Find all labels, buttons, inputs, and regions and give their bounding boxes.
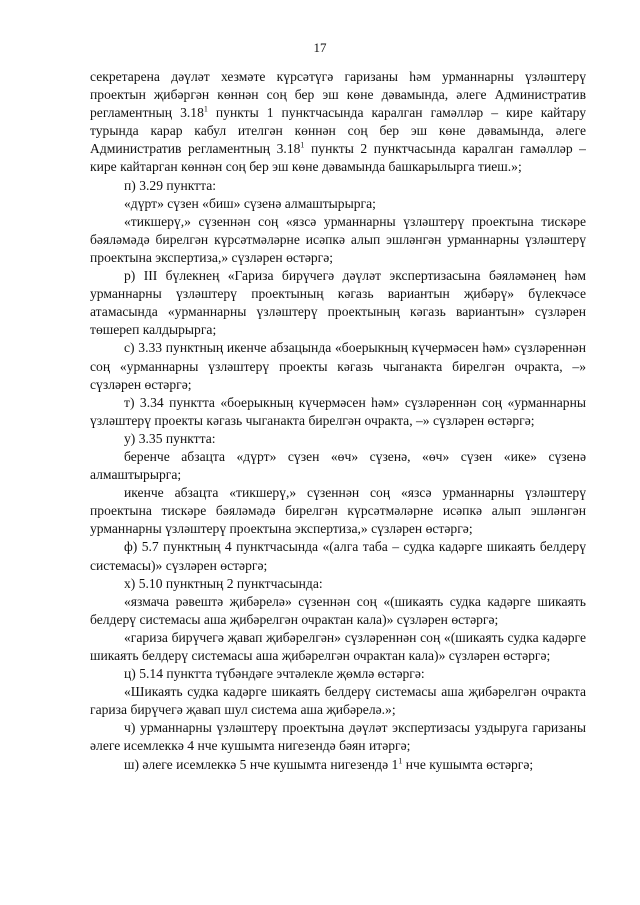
paragraph (90, 719, 586, 755)
paragraph-text: «язмача рәвештә җибәрелә» сүзеннән соң «(шикаять судка кадәрге шикаять белдерү системасы аша җибәрелгән очрактан кала)» сүзләрен өстәргә; (90, 593, 586, 627)
paragraph (90, 629, 586, 665)
paragraph (90, 683, 586, 719)
paragraph-text: «дүрт» сүзен «биш» сүзенә алмаштырырга; (124, 195, 376, 211)
paragraph (90, 195, 586, 213)
paragraph (90, 484, 586, 538)
paragraph-text: т) 3.34 пунктта «боерыкның күчермәсен һәм» сүзләреннән соң «урманнарны үзләштерү проекты кәгазь чыганакта бирелгән очракта, –» сүзләрен өстәргә; (90, 394, 586, 428)
paragraph (90, 756, 586, 774)
paragraph (90, 448, 586, 484)
paragraph-text: ф) 5.7 пунктның 4 пунктчасында «(алга таба – судка кадәрге шикаять белдерү системасы)» сүзләрен өстәргә; (90, 539, 586, 573)
paragraph-text: «тикшерү,» сүзеннән соң «язсә урманнарны үзләштерү проектына тискәре бәяләмәдә бирелгән күрсәтмәләрне исәпкә алып эшләнгән урманнарны үзләштерү проектына экспертиза,» сүзләрен өстәргә; (90, 213, 586, 265)
paragraph (90, 665, 586, 683)
superscript: 1 (203, 104, 208, 114)
page-number: 17 (313, 40, 327, 55)
paragraph-text: пункты 2 пунктчасында каралган гамәлләр – кире кайтарган көннән соң бер эш көне дәвамында башкарылырга тиеш.»; (90, 141, 586, 175)
paragraph-text: х) 5.10 пунктның 2 пунктчасында: (124, 575, 323, 591)
paragraph (90, 68, 586, 177)
paragraph-text: ч) урманнарны үзләштерү проектына дәүләт экспертизасы уздыруга гаризаны әлеге исемлеккә 4 нче кушымта нигезендә бәян итәргә; (90, 720, 586, 754)
paragraph-text: с) 3.33 пунктның икенче абзацында «боерыкның күчермәсен һәм» сүзләреннән соң «урманнарны үзләштерү проекты кәгазь чыганакта бирелгән очракта, –» сүзләрен өстәргә; (90, 340, 586, 392)
paragraph-text: у) 3.35 пунктта: (124, 430, 216, 446)
paragraph-text: икенче абзацта «тикшерү,» сүзеннән соң «язсә урманнарны үзләштерү проектына тискәре бәяләмәдә бирелгән күрсәтмәләрне исәпкә алып эшләнгән урманнарны үзләштерү проектына экспертиза,» сүзләрен өстәргә; (90, 485, 586, 537)
paragraph (90, 538, 586, 574)
document-body (90, 68, 586, 774)
paragraph-text: секретарена дәүләт хезмәте күрсәтүгә гаризаны һәм урманнарны үзләштерү проектын җибәргән көннән соң бер эш көне дәвамында, әлеге Административ регламентның 3.18 (90, 69, 586, 121)
paragraph-text: беренче абзацта «дүрт» сүзен «өч» сүзенә, «өч» сүзен «ике» сүзенә алмаштырырга; (90, 448, 586, 483)
paragraph-text: «гариза бирүчегә җавап җибәрелгән» сүзләреннән соң «(шикаять судка кадәрге шикаять белдерү системасы аша җибәрелгән очрактан кала)» сүзләрен өстәргә; (90, 629, 586, 663)
paragraph (90, 213, 586, 267)
paragraph (90, 339, 586, 393)
paragraph-text: п) 3.29 пунктта: (124, 177, 217, 193)
paragraph (90, 593, 586, 629)
paragraph-text: пункты 1 пунктчасында каралган гамәлләр – кире кайтару турында карар кабул ителгән көннән соң бер эш көне дәвамында, әлеге Административ регламентның 3.18 (90, 105, 587, 157)
paragraph-text: «Шикаять судка кадәрге шикаять белдерү системасы аша җибәрелгән очракта гариза бирүчегә җавап шул система аша җибәрелә.»; (90, 684, 586, 718)
paragraph (90, 575, 586, 593)
paragraph-text: ш) әлеге исемлеккә 5 нче кушымта нигезендә 1 (124, 756, 399, 772)
paragraph (90, 177, 586, 195)
paragraph-text: р) III бүлекнең «Гариза бирүчегә дәүләт экспертизасына бәяләмәнең һәм урманнарны үзләштерү проектының кәгазь вариантын җибәрү» бүлекчәсе атамасында «урманнарны үзләштерү проектының кәгазь вариантын» сүзләрен төшереп калдырырга; (90, 268, 586, 338)
paragraph (90, 267, 586, 339)
paragraph-text: нче кушымта өстәргә; (402, 756, 534, 772)
superscript: 1 (300, 140, 305, 150)
paragraph-text: ц) 5.14 пунктта түбәндәге эчтәлекле җөмлә өстәргә: (124, 666, 425, 682)
paragraph (90, 394, 586, 430)
superscript: 1 (398, 756, 403, 766)
paragraph (90, 430, 586, 448)
